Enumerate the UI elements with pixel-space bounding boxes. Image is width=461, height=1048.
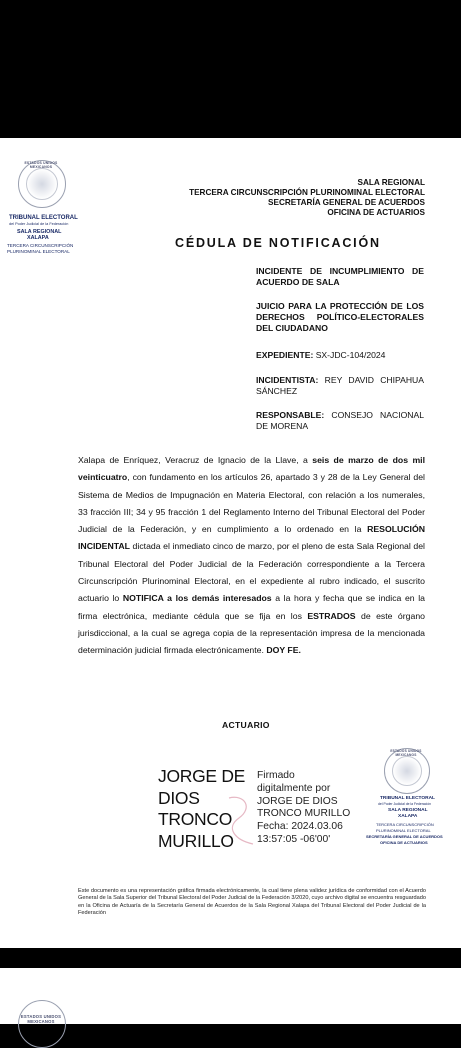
logo-right-line8: OFICINA DE ACTUARIOS: [380, 840, 428, 845]
body-p5: de este órgano jurisdiccional, a la cual se agrega copia de la representación impresa de la mencionada determinación judicial firmada electrónicamente.: [78, 610, 425, 656]
sig-detail-line2: digitalmente por: [257, 782, 331, 794]
logo-right-line1: TRIBUNAL ELECTORAL: [380, 796, 435, 801]
document-page: [0, 138, 461, 948]
juicio-block: JUICIO PARA LA PROTECCIÓN DE LOS DERECHOS POLÍTICO-ELECTORALES DEL CIUDADANO: [256, 301, 424, 333]
logo-right-line3: SALA REGIONAL: [388, 808, 428, 813]
eagle-stamp-inner: [392, 756, 422, 786]
sig-detail-line5: Fecha: 2024.03.06: [257, 821, 343, 833]
logo-left-line3: SALA REGIONAL: [17, 229, 62, 235]
signature-detail: [257, 770, 350, 847]
header-line3: SECRETARÍA GENERAL DE ACUERDOS: [268, 198, 425, 207]
sig-detail-line6: 13:57:05 -06'00': [257, 833, 331, 845]
logo-left-line2: del Poder Judicial de la Federación: [9, 222, 69, 226]
logo-right-line5: TERCERA CIRCUNSCRIPCIÓN: [376, 822, 434, 827]
logo-left-line1: TRIBUNAL ELECTORAL: [9, 215, 78, 221]
body-p3-bold: NOTIFICA a los demás interesados: [122, 593, 272, 604]
partial-seal-icon: [18, 1000, 66, 1048]
responsable-block: [256, 410, 424, 432]
header-line4: OFICINA DE ACTUARIOS: [327, 208, 425, 217]
logo-left-line6: PLURINOMINAL ELECTORAL: [7, 249, 70, 254]
expediente-value: SX-JDC-104/2024: [315, 350, 386, 360]
stamp-seal-text: ESTADOS UNIDOS MEXICANOS: [390, 749, 422, 757]
responsable-value: CONSEJO NACIONAL DE MORENA: [256, 410, 424, 431]
sig-name-line3: TRONCO: [158, 809, 233, 829]
incidentista-block: [256, 375, 424, 397]
logo-left-line5: TERCERA CIRCUNSCRIPCIÓN: [7, 243, 74, 248]
sig-name-line2: DIOS: [158, 787, 200, 808]
seal-text: ESTADOS UNIDOS MEXICANOS: [24, 161, 58, 169]
sig-name-line4: MURILLO: [158, 830, 234, 851]
next-page-partial: [0, 968, 461, 1024]
expediente-label: EXPEDIENTE:: [256, 350, 314, 360]
body-p1-bold: seis de marzo de dos mil veinticuatro: [78, 455, 425, 483]
sig-name-line1: JORGE DE: [158, 766, 246, 786]
incidentista-label: INCIDENTISTA:: [256, 375, 319, 385]
footer-note: Este documento es una representación gráfica firmada electrónicamente, la cual tiene plena validez jurídica de conformidad con el Acuerdo General de la Sala Superior del Tribunal Electoral del Poder Judicial de la Federación 3/2020, cuyo archivo digital se encuentra resguardado en la Oficina de Actuaría de la Secretaría General de Acuerdos de la Sala Regional Xalapa del Tribunal Electoral del Poder Judicial de la Federación: [78, 888, 426, 916]
incidentista-value: REY DAVID CHIPAHUA SÁNCHEZ: [256, 375, 424, 396]
logo-right-line6: PLURINOMINAL ELECTORAL: [376, 828, 431, 833]
body-p2: , con fundamento en los artículos 26, apartado 3 y 28 de la Ley General del Sistema de Medios de Impugnación en Materia Electoral, con relación a los numerales, 33 fracción III; 34 y 95 fracción 1 del Reglamento Interno del Tribunal Electoral del Poder Judicial de la Federación, y en cumplimiento a lo ordenado en la: [78, 472, 425, 535]
body-p4-bold: ESTRADOS: [307, 610, 356, 621]
logo-right-line7: SECRETARÍA GENERAL DE ACUERDOS: [366, 834, 443, 839]
responsable-label: RESPONSABLE:: [256, 410, 325, 420]
notification-body: [78, 452, 425, 660]
sig-detail-line3: JORGE DE DIOS: [257, 795, 338, 807]
body-p2-bold: RESOLUCIÓN INCIDENTAL: [78, 524, 425, 552]
body-p1: Xalapa de Enríquez, Veracruz de Ignacio de la Llave, a: [78, 455, 313, 465]
signature-mark-icon: [225, 788, 259, 848]
incidente-block: INCIDENTE DE INCUMPLIMIENTO DE ACUERDO DE SALA: [256, 266, 424, 287]
logo-left-line4: XALAPA: [27, 235, 49, 241]
actuario-label: ACTUARIO: [222, 720, 270, 730]
logo-right-line2: del Poder Judicial de la Federación: [378, 802, 431, 806]
expediente-block: [256, 350, 424, 361]
partial-seal-text: ESTADOS UNIDOS MEXICANOS: [20, 1014, 62, 1024]
logo-right-line4: XALAPA: [398, 814, 418, 819]
body-p5-bold: DOY FE.: [266, 645, 301, 656]
sig-detail-line1: Firmado: [257, 770, 295, 781]
header-line2: TERCERA CIRCUNSCRIPCIÓN PLURINOMINAL ELECTORAL: [189, 188, 425, 197]
page-title: CÉDULA DE NOTIFICACIÓN: [175, 236, 381, 250]
eagle-seal-inner: [26, 168, 58, 200]
header-block: [189, 178, 425, 218]
body-p4: a la hora y fecha que se indica en la firma electrónica, mediante cédula que se fija en los: [78, 593, 425, 621]
header-line1: SALA REGIONAL: [357, 178, 425, 187]
sig-detail-line4: TRONCO MURILLO: [257, 808, 351, 820]
body-p3: dictada el inmediato cinco de marzo, por el pleno de esta Sala Regional del Tribunal Electoral del Poder Judicial de la Federación correspondiente a la Tercera Circunscripción Plurinominal Electoral, en el expediente al rubro indicado, el suscrito actuario lo: [78, 541, 425, 604]
